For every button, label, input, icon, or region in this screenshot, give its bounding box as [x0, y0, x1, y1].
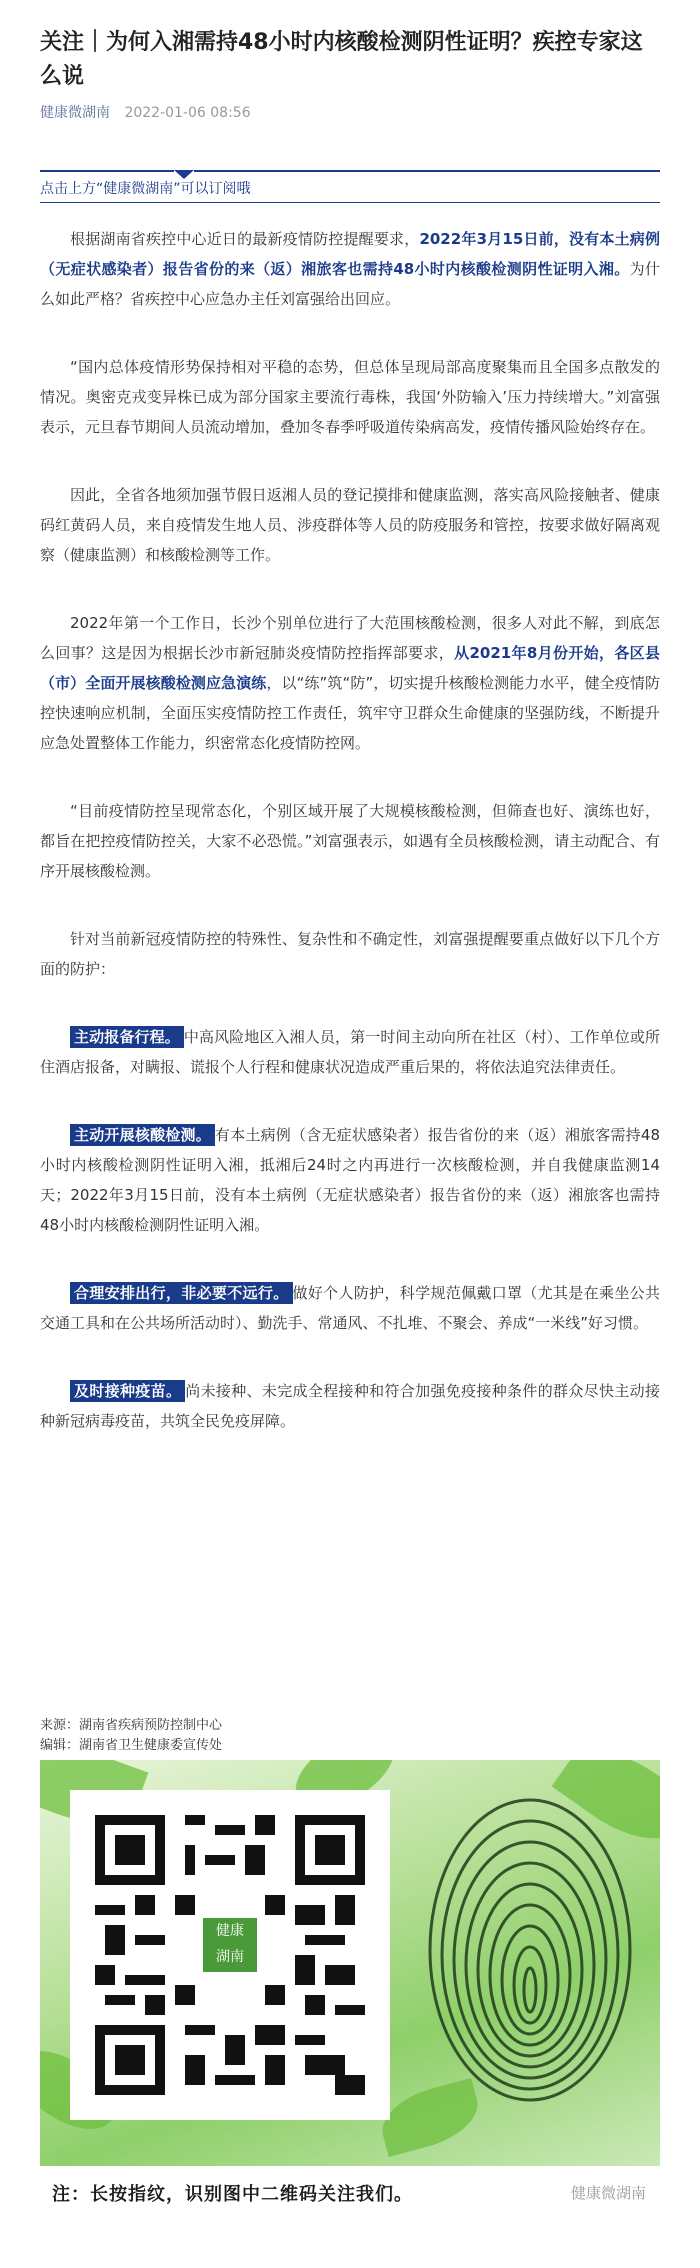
- paragraph-1: [40, 224, 660, 314]
- paragraph-text: ，以“练”筑“防”，切实提升核酸检测能力水平，健全疫情防控快速响应机制，全面压实疫情防控工作责任，筑牢守卫群众生命健康的坚强防线，不断提升应急处置整体工作能力，织密常态化疫情防控网。: [40, 674, 660, 752]
- subscribe-banner: [40, 170, 660, 202]
- paragraph-text: 2022年第一个工作日，长沙个别单位进行了大范围核酸检测，很多人对此不解，到底怎么回事？这是因为根据长沙市新冠肺炎疫情防控指挥部要求，: [40, 614, 660, 662]
- qr-poster-image[interactable]: [40, 1760, 660, 2220]
- source-credits: [40, 1716, 222, 1756]
- paragraph-2: “国内总体疫情形势保持相对平稳的态势，但总体呈现局部高度聚集而且全国多点散发的情况。奥密克戎变异株已成为部分国家主要流行毒株，我国‘外防输入’压力持续增大。”刘富强表示，元旦春节期间人员流动增加，叠加冬春季呼吸道传染病高发，疫情传播风险始终存在。: [40, 358, 660, 436]
- qr-logo-text: 湖南: [216, 1949, 244, 1965]
- paragraph-5: “目前疫情防控呈现常态化，个别区域开展了大规模核酸检测，但筛查也好、演练也好，都旨在把控疫情防控关，大家不必恐慌。”刘富强表示，如遇有全员核酸检测，请主动配合、有序开展核酸检测。: [40, 802, 660, 880]
- highlight-text: 2022年3月15日前，没有本土病例（无症状感染者）报告省份的来（返）湘旅客也需持48小时内核酸检测阴性证明入湘。: [40, 230, 660, 278]
- watermark: 健康微湖南: [570, 2184, 646, 2202]
- qr-logo: [200, 1915, 260, 1975]
- tip-tag: 合理安排出行，非必要不远行。: [70, 1282, 293, 1304]
- qr-logo-text: 健康: [216, 1923, 244, 1939]
- tip-1: [40, 1022, 660, 1082]
- editor-line: 编辑：湖南省卫生健康委宣传处: [40, 1738, 223, 1753]
- divider-bottom: [40, 202, 660, 203]
- tip-tag: 及时接种疫苗。: [70, 1380, 185, 1402]
- publish-date: 2022-01-06 08:56: [124, 105, 251, 121]
- fingerprint-icon[interactable]: [420, 1780, 640, 2120]
- tip-text: 有本土病例（含无症状感染者）报告省份的来（返）湘旅客需持48小时内核酸检测阴性证明入湘，抵湘后24时之内再进行一次核酸检测，并自我健康监测14天；2022年3月15日前，没有本土病例（无症状感染者）报告省份的来（返）湘旅客也需持48小时内核酸检测阴性证明入湘。: [40, 1126, 660, 1234]
- tip-tag: 主动开展核酸检测。: [70, 1124, 215, 1146]
- tip-text: 尚未接种、未完成全程接种和符合加强免疫接种条件的群众尽快主动接种新冠病毒疫苗，共筑全民免疫屏障。: [40, 1382, 660, 1430]
- paragraph-text: 根据湖南省疾控中心近日的最新疫情防控提醒要求，: [70, 230, 420, 248]
- arrow-down-icon: [174, 160, 194, 172]
- tip-2: [40, 1120, 660, 1240]
- tip-4: [40, 1376, 660, 1436]
- poster-caption: [40, 2166, 660, 2220]
- article-title: 关注｜为何入湘需持48小时内核酸检测阴性证明？疾控专家这么说: [40, 30, 643, 89]
- account-name-link[interactable]: 健康微湖南: [40, 105, 110, 121]
- qr-code[interactable]: [70, 1790, 390, 2120]
- paragraph-text: 为什么如此严格？省疾控中心应急办主任刘富强给出回应。: [40, 260, 660, 308]
- poster-note-text: 注：长按指纹，识别图中二维码关注我们。: [52, 2184, 413, 2205]
- tip-tag: 主动报备行程。: [70, 1026, 184, 1048]
- divider-top: [40, 170, 660, 172]
- tip-text: 中高风险地区入湘人员，第一时间主动向所在社区（村）、工作单位或所住酒店报备，对瞒报、谎报个人行程和健康状况造成严重后果的，将依法追究法律责任。: [40, 1028, 660, 1076]
- article-meta: [40, 102, 251, 122]
- source-line: 来源：湖南省疾病预防控制中心: [40, 1718, 223, 1733]
- tip-3: [40, 1278, 660, 1338]
- paragraph-6: 针对当前新冠疫情防控的特殊性、复杂性和不确定性，刘富强提醒要重点做好以下几个方面的防护：: [40, 930, 660, 978]
- article-body: [40, 224, 660, 1474]
- highlight-text: 从2021年8月份开始，各区县（市）全面开展核酸检测应急演练: [40, 644, 661, 692]
- subscribe-text: 点击上方“健康微湖南”可以订阅哦: [40, 181, 251, 197]
- paragraph-4: [40, 608, 660, 758]
- tip-text: 做好个人防护，科学规范佩戴口罩（尤其是在乘坐公共交通工具和在公共场所活动时）、勤洗手、常通风、不扎堆、不聚会、养成“一米线”好习惯。: [40, 1284, 660, 1332]
- paragraph-3: 因此，全省各地须加强节假日返湘人员的登记摸排和健康监测，落实高风险接触者、健康码红黄码人员，来自疫情发生地人员、涉疫群体等人员的防疫服务和管控，按要求做好隔离观察（健康监测）和核酸检测等工作。: [40, 486, 660, 564]
